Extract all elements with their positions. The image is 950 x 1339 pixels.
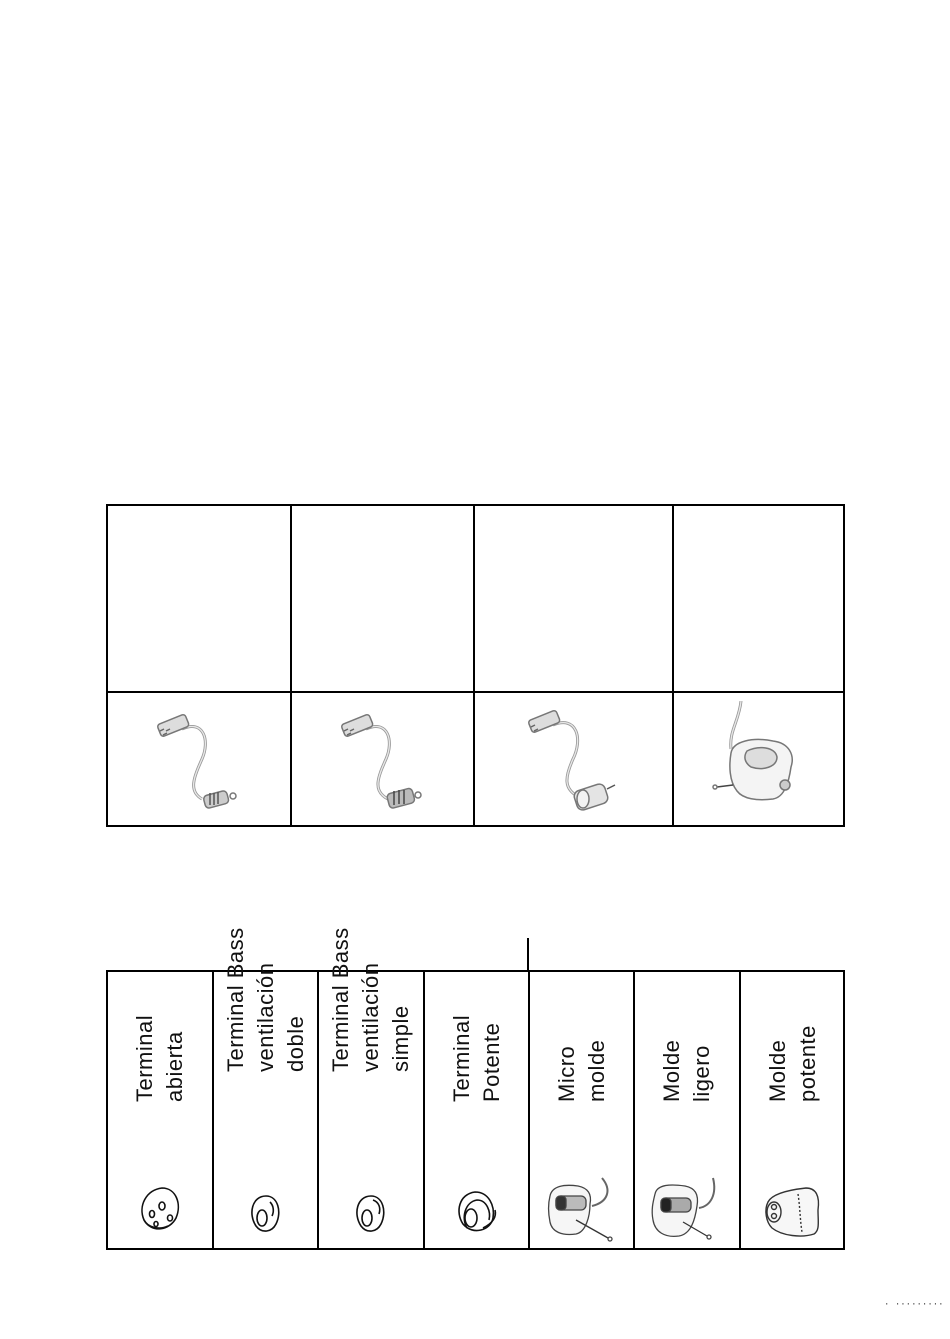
bass-dome-double-vent-icon — [236, 1176, 296, 1242]
receiver-image-cell — [674, 693, 843, 825]
earpiece-label-cell — [108, 972, 212, 1170]
receiver-label-cell — [292, 506, 473, 693]
light-mold-icon — [647, 1176, 727, 1244]
receiver-image-cell — [475, 693, 672, 825]
receiver-image-cell — [108, 693, 290, 825]
earpiece-icon-cell — [530, 1170, 633, 1248]
receiver-power-icon — [513, 701, 633, 811]
earpiece-icon-cell — [741, 1170, 845, 1248]
earpiece-label-cell — [635, 972, 739, 1170]
micro-mold-icon — [542, 1176, 622, 1244]
earpiece-table — [106, 927, 845, 1250]
earpiece-label-cell — [319, 927, 423, 1170]
earpiece-label: Terminal abierta — [132, 1014, 187, 1102]
group-divider-line — [527, 938, 529, 972]
earpiece-label: Terminal Potente — [448, 1014, 504, 1102]
receiver-column-2 — [292, 506, 475, 825]
earpiece-column-open-dome — [108, 972, 214, 1248]
earpiece-column-bass-double — [214, 927, 319, 1248]
earpiece-column-light-mold — [635, 972, 741, 1248]
open-dome-icon — [130, 1176, 190, 1242]
earpiece-label: Micro molde — [553, 1039, 609, 1102]
earpiece-label-cell — [425, 972, 528, 1170]
earpiece-label: Molde ligero — [659, 1039, 714, 1102]
receiver-custom-mold-icon — [703, 701, 813, 811]
earpiece-column-micro-mold — [530, 972, 635, 1248]
earpiece-column-power-dome — [425, 972, 530, 1248]
earpiece-icon-cell — [635, 1170, 739, 1248]
earpiece-label: Terminal Bass ventilación simple — [328, 927, 413, 1072]
receiver-column-1 — [108, 506, 292, 825]
earpiece-icon-cell — [214, 1170, 317, 1248]
receiver-label-cell — [475, 506, 672, 693]
receiver-label-cell — [108, 506, 290, 693]
power-dome-icon — [447, 1176, 507, 1242]
earpiece-column-bass-single — [319, 927, 425, 1248]
earpiece-icon-cell — [319, 1170, 423, 1248]
earpiece-label-cell — [741, 972, 845, 1170]
receiver-image-cell — [292, 693, 473, 825]
receiver-bass-icon — [328, 701, 438, 811]
earpiece-label: Terminal Bass ventilación doble — [222, 927, 308, 1072]
receiver-table — [106, 504, 845, 827]
earpiece-column-power-mold — [741, 972, 845, 1248]
power-mold-icon — [758, 1176, 828, 1244]
earpiece-label-cell — [214, 927, 317, 1170]
footer-marks: · ········· — [884, 1300, 944, 1310]
earpiece-icon-cell — [425, 1170, 528, 1248]
earpiece-label: Molde potente — [765, 1025, 820, 1102]
earpiece-icon-cell — [108, 1170, 212, 1248]
receiver-column-4 — [674, 506, 843, 825]
earpiece-label-cell — [530, 972, 633, 1170]
receiver-column-3 — [475, 506, 674, 825]
bass-dome-single-vent-icon — [341, 1176, 401, 1242]
receiver-label-cell — [674, 506, 843, 693]
receiver-open-icon — [144, 701, 254, 811]
